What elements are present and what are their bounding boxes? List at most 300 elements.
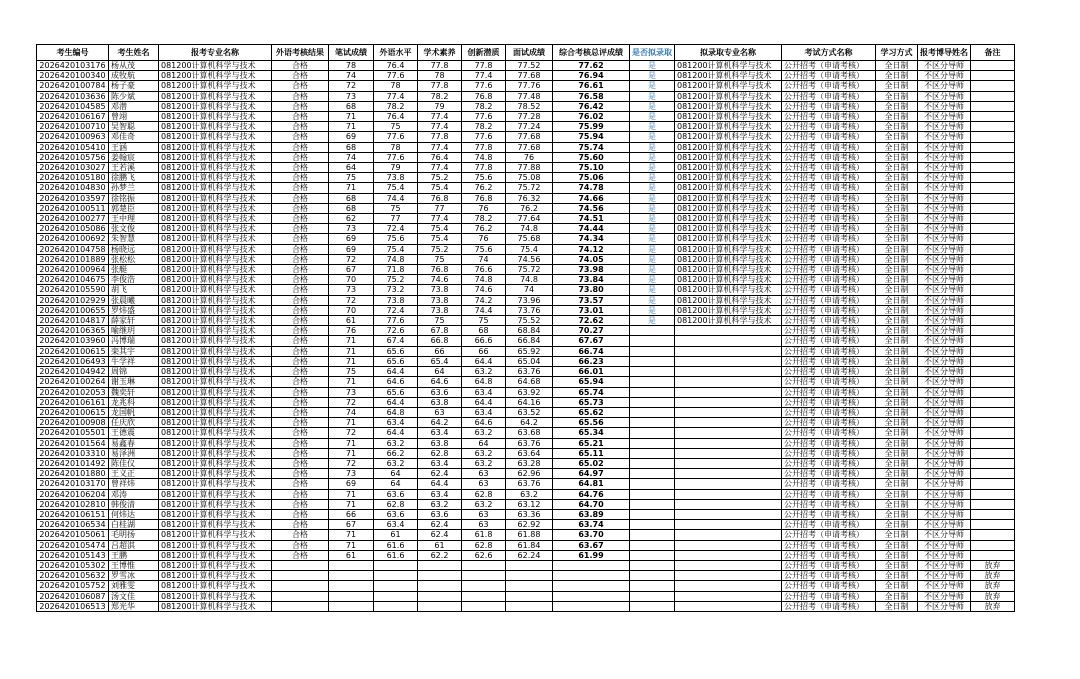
innovation-potential: 63.2 — [462, 367, 506, 377]
exam-mode: 公开招考（申请考核） — [782, 479, 876, 489]
admitted-flag: 是 — [630, 244, 675, 254]
empty-cell — [462, 601, 506, 611]
candidate-id: 2026420105086 — [37, 224, 109, 234]
academic-literacy: 66.8 — [418, 336, 462, 346]
empty-cell — [506, 601, 553, 611]
language-result: 合格 — [272, 520, 329, 530]
candidate-name: 杨从茂 — [109, 61, 159, 71]
total-score: 65.21 — [553, 438, 630, 448]
innovation-potential: 63.2 — [462, 458, 506, 468]
innovation-potential: 78.2 — [462, 101, 506, 111]
remark — [971, 550, 1015, 560]
remark — [971, 305, 1015, 315]
applied-major: 081200计算机科学与技术 — [159, 142, 272, 152]
admitted-flag — [630, 550, 675, 560]
language-level: 77.6 — [374, 71, 418, 81]
study-mode: 全日制 — [876, 448, 918, 458]
language-result: 合格 — [272, 499, 329, 509]
academic-literacy: 63 — [418, 407, 462, 417]
exam-mode: 公开招考（申请考核） — [782, 254, 876, 264]
advisor: 不区分导师 — [918, 254, 971, 264]
language-level: 72.4 — [374, 305, 418, 315]
column-header: 是否拟录取 — [630, 45, 675, 61]
remark — [971, 458, 1015, 468]
innovation-potential: 62.8 — [462, 489, 506, 499]
remark: 放弃 — [971, 601, 1015, 611]
exam-mode: 公开招考（申请考核） — [782, 346, 876, 356]
total-score: 74.51 — [553, 214, 630, 224]
study-mode: 全日制 — [876, 479, 918, 489]
language-result: 合格 — [272, 407, 329, 417]
written-score: 67 — [329, 520, 374, 530]
interview-score: 63.52 — [506, 407, 553, 417]
admitted-flag — [630, 458, 675, 468]
advisor: 不区分导师 — [918, 520, 971, 530]
applied-major: 081200计算机科学与技术 — [159, 122, 272, 132]
applied-major: 081200计算机科学与技术 — [159, 469, 272, 479]
academic-literacy: 64.4 — [418, 479, 462, 489]
remark — [971, 489, 1015, 499]
academic-literacy: 66 — [418, 346, 462, 356]
interview-score: 78.52 — [506, 101, 553, 111]
total-score: 74.78 — [553, 183, 630, 193]
advisor: 不区分导师 — [918, 336, 971, 346]
exam-mode: 公开招考（申请考核） — [782, 305, 876, 315]
header-row — [37, 45, 1015, 61]
innovation-potential: 64 — [462, 438, 506, 448]
advisor: 不区分导师 — [918, 203, 971, 213]
admitted-flag: 是 — [630, 214, 675, 224]
written-score: 73 — [329, 91, 374, 101]
academic-literacy: 63.2 — [418, 499, 462, 509]
language-level: 76.4 — [374, 112, 418, 122]
applied-major: 081200计算机科学与技术 — [159, 101, 272, 111]
study-mode: 全日制 — [876, 254, 918, 264]
exam-mode: 公开招考（申请考核） — [782, 316, 876, 326]
advisor: 不区分导师 — [918, 479, 971, 489]
language-level: 63.4 — [374, 418, 418, 428]
applied-major: 081200计算机科学与技术 — [159, 418, 272, 428]
innovation-potential: 75 — [462, 316, 506, 326]
language-level: 63.6 — [374, 489, 418, 499]
total-score: 70.27 — [553, 326, 630, 336]
interview-score: 66.84 — [506, 336, 553, 346]
exam-mode: 公开招考（申请考核） — [782, 101, 876, 111]
table-row — [37, 244, 1015, 254]
innovation-potential: 75.6 — [462, 244, 506, 254]
applied-major: 081200计算机科学与技术 — [159, 428, 272, 438]
study-mode: 全日制 — [876, 326, 918, 336]
interview-score: 74.56 — [506, 254, 553, 264]
applied-major: 081200计算机科学与技术 — [159, 316, 272, 326]
empty-cell — [553, 571, 630, 581]
advisor: 不区分导师 — [918, 377, 971, 387]
written-score: 78 — [329, 61, 374, 71]
written-score: 69 — [329, 479, 374, 489]
admitted-flag: 是 — [630, 173, 675, 183]
column-header: 笔试成绩 — [329, 45, 374, 61]
academic-literacy: 77.4 — [418, 112, 462, 122]
innovation-potential: 76.6 — [462, 265, 506, 275]
total-score: 65.62 — [553, 407, 630, 417]
applied-major: 081200计算机科学与技术 — [159, 397, 272, 407]
applied-major: 081200计算机科学与技术 — [159, 152, 272, 162]
table-row — [37, 224, 1015, 234]
candidate-name: 曾祥炜 — [109, 479, 159, 489]
column-header: 考生姓名 — [109, 45, 159, 61]
language-level: 76.4 — [374, 61, 418, 71]
language-result: 合格 — [272, 428, 329, 438]
innovation-potential: 74.6 — [462, 285, 506, 295]
admitted-major — [675, 377, 782, 387]
candidate-name: 汤文佳 — [109, 591, 159, 601]
admitted-flag: 是 — [630, 71, 675, 81]
interview-score: 74 — [506, 285, 553, 295]
candidate-name: 李俊浩 — [109, 275, 159, 285]
advisor: 不区分导师 — [918, 81, 971, 91]
candidate-id: 2026420106493 — [37, 356, 109, 366]
remark — [971, 142, 1015, 152]
candidate-name: 王涵 — [109, 142, 159, 152]
empty-cell — [272, 591, 329, 601]
admitted-flag — [630, 418, 675, 428]
admitted-major — [675, 387, 782, 397]
advisor: 不区分导师 — [918, 367, 971, 377]
innovation-potential: 76 — [462, 203, 506, 213]
interview-score: 62.92 — [506, 520, 553, 530]
table-row — [37, 81, 1015, 91]
exam-mode: 公开招考（申请考核） — [782, 418, 876, 428]
academic-literacy: 63.4 — [418, 458, 462, 468]
empty-cell — [675, 591, 782, 601]
written-score: 73 — [329, 285, 374, 295]
language-level: 78 — [374, 142, 418, 152]
table-row — [37, 326, 1015, 336]
column-header: 面试成绩 — [506, 45, 553, 61]
study-mode: 全日制 — [876, 234, 918, 244]
candidate-name: 王中理 — [109, 214, 159, 224]
empty-cell — [462, 560, 506, 570]
innovation-potential: 63 — [462, 509, 506, 519]
academic-literacy: 63.8 — [418, 438, 462, 448]
table-row — [37, 581, 1015, 591]
written-score: 72 — [329, 295, 374, 305]
advisor: 不区分导师 — [918, 295, 971, 305]
admitted-major — [675, 346, 782, 356]
admitted-flag: 是 — [630, 275, 675, 285]
applied-major: 081200计算机科学与技术 — [159, 203, 272, 213]
innovation-potential: 76 — [462, 234, 506, 244]
advisor: 不区分导师 — [918, 265, 971, 275]
candidate-id: 2026420100615 — [37, 407, 109, 417]
language-level: 63.4 — [374, 520, 418, 530]
admitted-major: 081200计算机科学与技术 — [675, 61, 782, 71]
written-score: 67 — [329, 265, 374, 275]
remark — [971, 407, 1015, 417]
applied-major: 081200计算机科学与技术 — [159, 295, 272, 305]
empty-cell — [675, 581, 782, 591]
exam-mode: 公开招考（申请考核） — [782, 142, 876, 152]
applied-major: 081200计算机科学与技术 — [159, 132, 272, 142]
table-row — [37, 112, 1015, 122]
applied-major: 081200计算机科学与技术 — [159, 234, 272, 244]
candidate-id: 2026420105474 — [37, 540, 109, 550]
table-row — [37, 489, 1015, 499]
study-mode: 全日制 — [876, 91, 918, 101]
applied-major: 081200计算机科学与技术 — [159, 265, 272, 275]
innovation-potential: 77.4 — [462, 71, 506, 81]
admitted-major — [675, 540, 782, 550]
study-mode: 全日制 — [876, 244, 918, 254]
table-row — [37, 101, 1015, 111]
table-row — [37, 183, 1015, 193]
admitted-flag — [630, 367, 675, 377]
applied-major: 081200计算机科学与技术 — [159, 244, 272, 254]
interview-score: 77.88 — [506, 163, 553, 173]
study-mode: 全日制 — [876, 295, 918, 305]
remark — [971, 244, 1015, 254]
remark — [971, 509, 1015, 519]
study-mode: 全日制 — [876, 356, 918, 366]
table-row — [37, 469, 1015, 479]
candidate-id: 2026420103170 — [37, 479, 109, 489]
empty-cell — [374, 601, 418, 611]
admitted-major — [675, 479, 782, 489]
written-score: 71 — [329, 448, 374, 458]
innovation-potential: 61.8 — [462, 530, 506, 540]
candidate-id: 2026420102810 — [37, 499, 109, 509]
interview-score: 77.64 — [506, 214, 553, 224]
empty-cell — [329, 601, 374, 611]
interview-score: 61.84 — [506, 540, 553, 550]
total-score: 77.62 — [553, 61, 630, 71]
column-header: 考生编号 — [37, 45, 109, 61]
total-score: 75.94 — [553, 132, 630, 142]
admitted-major — [675, 397, 782, 407]
admitted-major: 081200计算机科学与技术 — [675, 71, 782, 81]
interview-score: 75.72 — [506, 265, 553, 275]
language-level: 75.2 — [374, 275, 418, 285]
study-mode: 全日制 — [876, 428, 918, 438]
candidate-id: 2026420103597 — [37, 193, 109, 203]
written-score: 71 — [329, 418, 374, 428]
advisor: 不区分导师 — [918, 326, 971, 336]
study-mode: 全日制 — [876, 418, 918, 428]
admitted-flag: 是 — [630, 101, 675, 111]
candidate-name: 张文俊 — [109, 224, 159, 234]
language-level: 64.4 — [374, 397, 418, 407]
total-score: 75.60 — [553, 152, 630, 162]
advisor: 不区分导师 — [918, 591, 971, 601]
table-row — [37, 254, 1015, 264]
remark — [971, 132, 1015, 142]
remark — [971, 377, 1015, 387]
written-score: 62 — [329, 214, 374, 224]
remark — [971, 101, 1015, 111]
interview-score: 77.52 — [506, 61, 553, 71]
admitted-major — [675, 509, 782, 519]
exam-mode: 公开招考（申请考核） — [782, 550, 876, 560]
remark — [971, 428, 1015, 438]
academic-literacy: 74.6 — [418, 275, 462, 285]
admitted-major: 081200计算机科学与技术 — [675, 183, 782, 193]
language-result: 合格 — [272, 173, 329, 183]
admitted-flag — [630, 489, 675, 499]
exam-mode: 公开招考（申请考核） — [782, 407, 876, 417]
exam-mode: 公开招考（申请考核） — [782, 571, 876, 581]
academic-literacy: 73.8 — [418, 305, 462, 315]
total-score: 74.12 — [553, 244, 630, 254]
candidate-id: 2026420105632 — [37, 571, 109, 581]
candidate-name: 成牧航 — [109, 71, 159, 81]
admitted-major: 081200计算机科学与技术 — [675, 142, 782, 152]
written-score: 72 — [329, 458, 374, 468]
remark — [971, 295, 1015, 305]
table-row — [37, 275, 1015, 285]
applied-major: 081200计算机科学与技术 — [159, 458, 272, 468]
advisor: 不区分导师 — [918, 285, 971, 295]
total-score: 74.66 — [553, 193, 630, 203]
study-mode: 全日制 — [876, 540, 918, 550]
interview-score: 63.68 — [506, 428, 553, 438]
empty-cell — [506, 560, 553, 570]
empty-cell — [272, 601, 329, 611]
interview-score: 62.24 — [506, 550, 553, 560]
applied-major: 081200计算机科学与技术 — [159, 560, 272, 570]
table-row — [37, 418, 1015, 428]
candidate-name: 栾其宇 — [109, 346, 159, 356]
applied-major: 081200计算机科学与技术 — [159, 489, 272, 499]
language-level: 72.6 — [374, 326, 418, 336]
advisor: 不区分导师 — [918, 183, 971, 193]
remark — [971, 214, 1015, 224]
admitted-major — [675, 418, 782, 428]
interview-score: 68.84 — [506, 326, 553, 336]
remark — [971, 203, 1015, 213]
written-score: 72 — [329, 397, 374, 407]
study-mode: 全日制 — [876, 489, 918, 499]
innovation-potential: 78.2 — [462, 214, 506, 224]
written-score: 71 — [329, 499, 374, 509]
candidate-name: 曾翊 — [109, 112, 159, 122]
interview-score: 73.96 — [506, 295, 553, 305]
exam-mode: 公开招考（申请考核） — [782, 214, 876, 224]
exam-mode: 公开招考（申请考核） — [782, 336, 876, 346]
exam-mode: 公开招考（申请考核） — [782, 356, 876, 366]
language-level: 64 — [374, 469, 418, 479]
language-level: 61 — [374, 530, 418, 540]
applied-major: 081200计算机科学与技术 — [159, 540, 272, 550]
admitted-flag: 是 — [630, 316, 675, 326]
admitted-flag: 是 — [630, 234, 675, 244]
candidate-name: 邓涛 — [109, 489, 159, 499]
language-level: 73.8 — [374, 295, 418, 305]
candidate-id: 2026420105501 — [37, 428, 109, 438]
total-score: 65.73 — [553, 397, 630, 407]
remark — [971, 112, 1015, 122]
language-level: 78 — [374, 81, 418, 91]
applied-major: 081200计算机科学与技术 — [159, 387, 272, 397]
table-row — [37, 142, 1015, 152]
table-row — [37, 499, 1015, 509]
admitted-flag: 是 — [630, 305, 675, 315]
written-score: 61 — [329, 316, 374, 326]
total-score: 72.62 — [553, 316, 630, 326]
interview-score: 65.92 — [506, 346, 553, 356]
candidate-id: 2026420105752 — [37, 581, 109, 591]
academic-literacy: 62.2 — [418, 550, 462, 560]
language-level: 61.6 — [374, 540, 418, 550]
candidate-id: 2026420105180 — [37, 173, 109, 183]
innovation-potential: 75.6 — [462, 173, 506, 183]
language-level: 64.6 — [374, 377, 418, 387]
candidate-id: 2026420100963 — [37, 132, 109, 142]
remark — [971, 346, 1015, 356]
study-mode: 全日制 — [876, 601, 918, 611]
written-score: 68 — [329, 142, 374, 152]
remark — [971, 163, 1015, 173]
innovation-potential: 74 — [462, 254, 506, 264]
exam-mode: 公开招考（申请考核） — [782, 244, 876, 254]
remark: 放弃 — [971, 571, 1015, 581]
study-mode: 全日制 — [876, 581, 918, 591]
language-result: 合格 — [272, 367, 329, 377]
candidate-name: 杨子豪 — [109, 81, 159, 91]
innovation-potential: 63 — [462, 469, 506, 479]
score-sheet — [36, 44, 1015, 612]
admitted-flag: 是 — [630, 193, 675, 203]
candidate-id: 2026420101564 — [37, 438, 109, 448]
candidate-id: 2026420104758 — [37, 244, 109, 254]
column-header: 备注 — [971, 45, 1015, 61]
table-row — [37, 61, 1015, 71]
applied-major: 081200计算机科学与技术 — [159, 591, 272, 601]
admitted-flag — [630, 540, 675, 550]
table-row — [37, 458, 1015, 468]
admitted-flag: 是 — [630, 152, 675, 162]
candidate-id: 2026420100340 — [37, 71, 109, 81]
language-result: 合格 — [272, 214, 329, 224]
empty-cell — [272, 581, 329, 591]
admitted-flag: 是 — [630, 91, 675, 101]
candidate-name: 喻继玥 — [109, 326, 159, 336]
exam-mode: 公开招考（申请考核） — [782, 499, 876, 509]
total-score: 65.34 — [553, 428, 630, 438]
empty-cell — [418, 581, 462, 591]
candidate-name: 白桂湖 — [109, 520, 159, 530]
candidate-name: 龙兆科 — [109, 397, 159, 407]
remark — [971, 91, 1015, 101]
exam-mode: 公开招考（申请考核） — [782, 581, 876, 591]
candidate-name: 周锦 — [109, 367, 159, 377]
language-result: 合格 — [272, 530, 329, 540]
academic-literacy: 77.4 — [418, 214, 462, 224]
table-row — [37, 571, 1015, 581]
candidate-id: 2026420105410 — [37, 142, 109, 152]
empty-cell — [272, 571, 329, 581]
candidate-name: 张松松 — [109, 254, 159, 264]
language-result: 合格 — [272, 112, 329, 122]
exam-mode: 公开招考（申请考核） — [782, 224, 876, 234]
candidate-id: 2026420106161 — [37, 397, 109, 407]
advisor: 不区分导师 — [918, 244, 971, 254]
remark — [971, 540, 1015, 550]
candidate-id: 2026420103027 — [37, 163, 109, 173]
candidate-name: 牛学祥 — [109, 356, 159, 366]
admitted-flag: 是 — [630, 203, 675, 213]
admitted-flag: 是 — [630, 142, 675, 152]
innovation-potential: 63 — [462, 479, 506, 489]
